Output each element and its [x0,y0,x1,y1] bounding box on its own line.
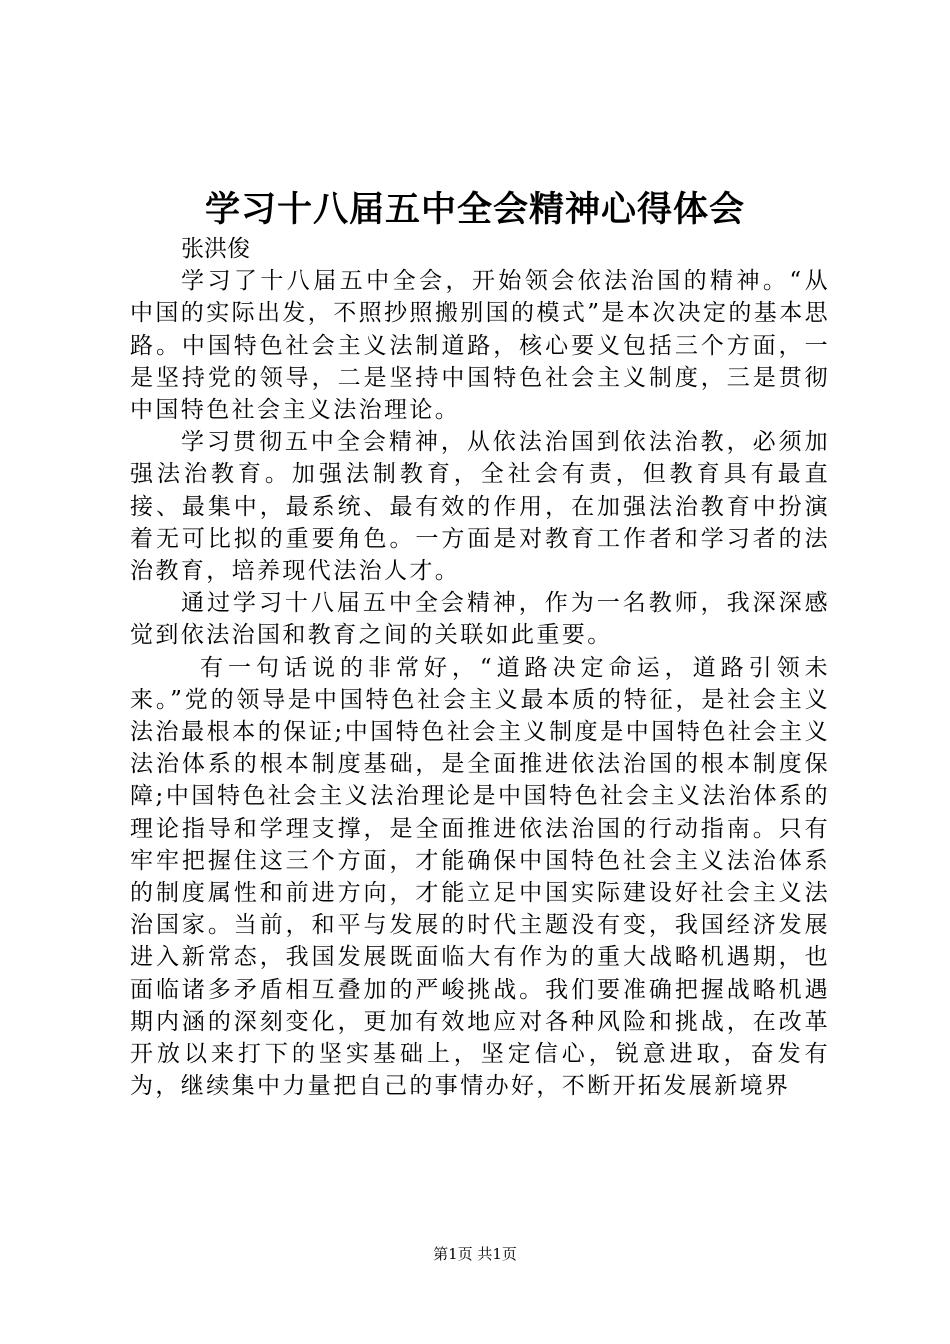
page-number-footer: 第1页 共1页 [433,1245,517,1263]
author-name: 张洪俊 [181,236,250,262]
paragraph-2: 学习贯彻五中全会精神，从依法治国到依法治教，必须加强法治教育。加强法制教育，全社会有责，但教育具有最直接、最集中，最系统、最有效的作用，在加强法治教育中扮演着无可比拟的重要角色。一方面是对教育工作者和学习者的法治教育，培养现代法治人才。 [130,429,830,585]
document-body [130,233,830,1102]
paragraph-4: 有一句话说的非常好，“道路决定命运，道路引领未来。”党的领导是中国特色社会主义最本质的特征，是社会主义法治最根本的保证;中国特色社会主义制度是中国特色社会主义法治体系的根本制度基础，是全面推进依法治国的根本制度保障;中国特色社会主义法治理论是中国特色社会主义法治体系的理论指导和学理支撑，是全面推进依法治国的行动指南。只有牢牢把握住这三个方面，才能确保中国特色社会主义法治体系的制度属性和前进方向，才能立足中国实际建设好社会主义法治国家。当前，和平与发展的时代主题没有变，我国经济发展进入新常态，我国发展既面临大有作为的重大战略机遇期，也面临诸多矛盾相互叠加的严峻挑战。我们要准确把握战略机遇期内涵的深刻变化，更加有效地应对各种风险和挑战，在改革开放以来打下的坚实基础上，坚定信心，锐意进取，奋发有为，继续集中力量把自己的事情办好，不断开拓发展新境界 [130,654,830,1100]
paragraph-1: 学习了十八届五中全会，开始领会依法治国的精神。“从中国的实际出发，不照抄照搬别国的模式”是本次决定的基本思路。中国特色社会主义法制道路，核心要义包括三个方面，一是坚持党的领导，二是坚持中国特色社会主义制度，三是贯彻中国特色社会主义法治理论。 [130,268,830,423]
paragraph-3: 通过学习十八届五中全会精神，作为一名教师，我深深感觉到依法治国和教育之间的关联如此重要。 [130,590,830,649]
document-title: 学习十八届五中全会精神心得体会 [204,190,745,230]
